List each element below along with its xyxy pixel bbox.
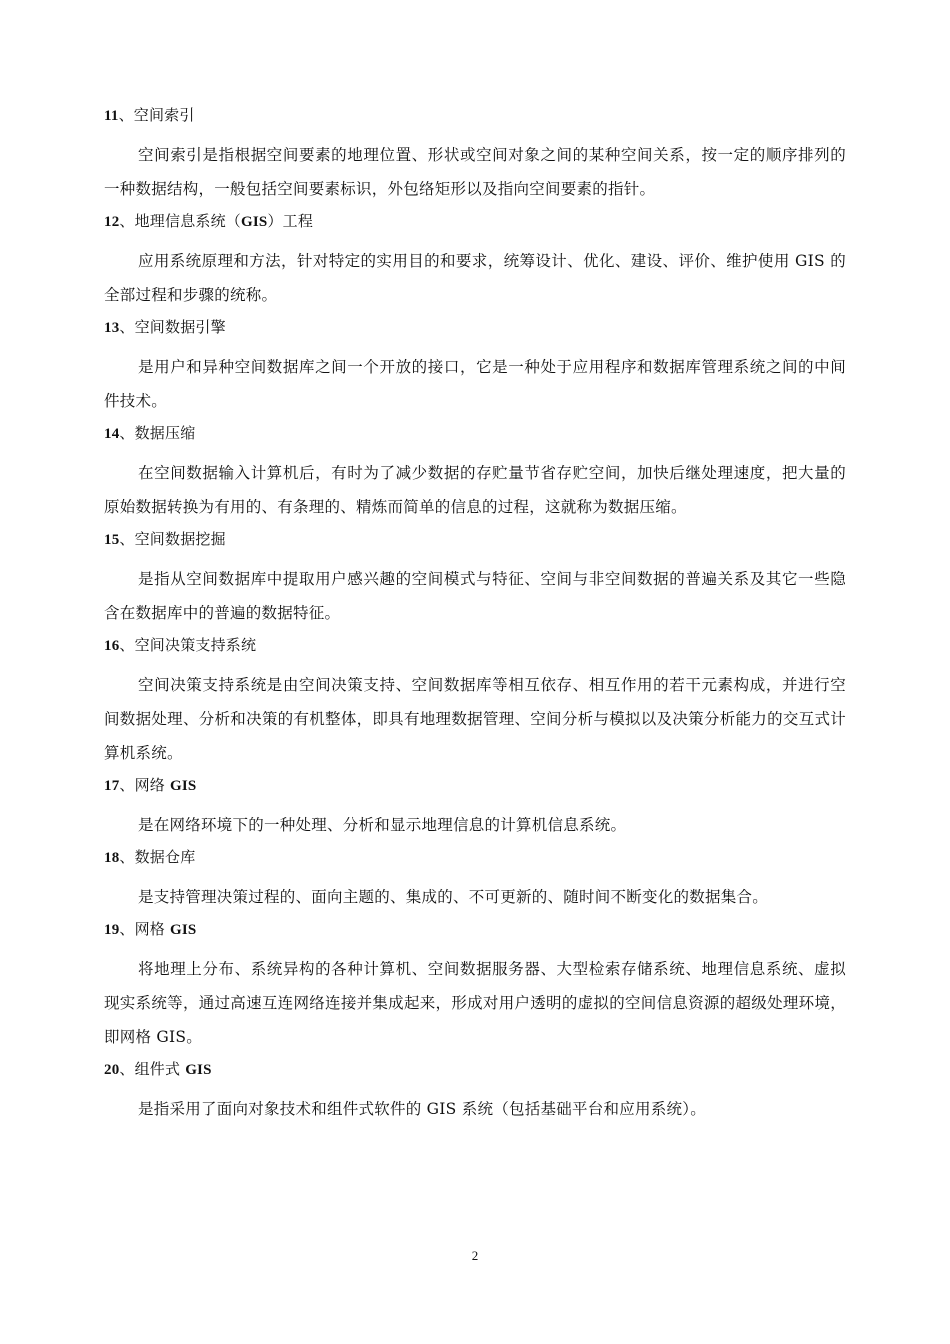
- entry-separator: 、: [119, 776, 135, 794]
- entry-definition: 是用户和异种空间数据库之间一个开放的接口，它是一种处于应用程序和数据库管理系统之间的中间件技术。: [104, 358, 846, 410]
- entry-definition: 应用系统原理和方法，针对特定的实用目的和要求，统筹设计、优化、建设、评价、维护使用 GIS 的全部过程和步骤的统称。: [104, 252, 846, 304]
- entry-title: 空间决策支持系统: [134, 636, 257, 654]
- entry-number: 16: [104, 638, 120, 654]
- entry-number: 13: [104, 320, 120, 336]
- entry-heading: [104, 100, 846, 134]
- entry-separator: 、: [119, 212, 135, 230]
- entry-title: 地理信息系统（GIS）工程: [134, 212, 314, 230]
- entry-separator: 、: [119, 920, 135, 938]
- entry-definition: 空间索引是指根据空间要素的地理位置、形状或空间对象之间的某种空间关系，按一定的顺序排列的一种数据结构，一般包括空间要素标识，外包络矩形以及指向空间要素的指针。: [104, 146, 846, 198]
- glossary-entry: [104, 524, 846, 630]
- glossary-entry: [104, 1054, 846, 1126]
- entry-separator: 、: [119, 318, 135, 336]
- glossary-entry: [104, 630, 846, 770]
- entry-heading: [104, 842, 846, 876]
- page-number: 2: [471, 1248, 479, 1263]
- entry-definition: 是指从空间数据库中提取用户感兴趣的空间模式与特征、空间与非空间数据的普遍关系及其它一些隐含在数据库中的普遍的数据特征。: [104, 570, 846, 622]
- glossary-entry: [104, 914, 846, 1054]
- entry-definition: 将地理上分布、系统异构的各种计算机、空间数据服务器、大型检索存储系统、地理信息系统、虚拟现实系统等，通过高速互连网络连接并集成起来，形成对用户透明的虚拟的空间信息资源的超级处理环境，即网格 GIS。: [104, 960, 846, 1046]
- entry-separator: 、: [119, 530, 135, 548]
- entry-heading: [104, 312, 846, 346]
- entry-title: 数据压缩: [134, 424, 196, 442]
- entry-heading: [104, 630, 846, 664]
- entry-title: 空间数据引擎: [134, 318, 226, 336]
- glossary-entries: [104, 100, 846, 1126]
- entry-number: 17: [104, 778, 120, 794]
- entry-separator: 、: [119, 636, 135, 654]
- entry-definition: 是指采用了面向对象技术和组件式软件的 GIS 系统（包括基础平台和应用系统）。: [138, 1100, 706, 1118]
- entry-separator: 、: [119, 1060, 135, 1078]
- entry-heading: [104, 524, 846, 558]
- entry-definition: 空间决策支持系统是由空间决策支持、空间数据库等相互依存、相互作用的若干元素构成，并进行空间数据处理、分析和决策的有机整体，即具有地理数据管理、空间分析与模拟以及决策分析能力的交互式计算机系统。: [104, 676, 846, 762]
- entry-number: 18: [104, 850, 120, 866]
- entry-title: 网格 GIS: [134, 920, 197, 938]
- entry-heading: [104, 206, 846, 240]
- glossary-entry: [104, 100, 846, 206]
- entry-number: 14: [104, 426, 120, 442]
- glossary-entry: [104, 842, 846, 914]
- entry-definition: 是在网络环境下的一种处理、分析和显示地理信息的计算机信息系统。: [138, 816, 627, 834]
- entry-title: 网络 GIS: [134, 776, 197, 794]
- entry-number: 19: [104, 922, 120, 938]
- entry-heading: [104, 418, 846, 452]
- entry-title: 空间索引: [133, 106, 195, 124]
- entry-title: 数据仓库: [134, 848, 196, 866]
- glossary-entry: [104, 418, 846, 524]
- entry-number: 12: [104, 214, 120, 230]
- entry-definition: 在空间数据输入计算机后，有时为了减少数据的存贮量节省存贮空间，加快后继处理速度，把大量的原始数据转换为有用的、有条理的、精炼而简单的信息的过程，这就称为数据压缩。: [104, 464, 846, 516]
- entry-heading: [104, 1054, 846, 1088]
- entry-heading: [104, 770, 846, 804]
- entry-heading: [104, 914, 846, 948]
- entry-title: 空间数据挖掘: [134, 530, 226, 548]
- entry-title: 组件式 GIS: [134, 1060, 212, 1078]
- entry-number: 11: [104, 108, 119, 124]
- entry-separator: 、: [119, 848, 135, 866]
- entry-separator: 、: [118, 106, 134, 124]
- entry-definition: 是支持管理决策过程的、面向主题的、集成的、不可更新的、随时间不断变化的数据集合。: [138, 888, 769, 906]
- glossary-entry: [104, 312, 846, 418]
- glossary-entry: [104, 206, 846, 312]
- entry-number: 20: [104, 1062, 120, 1078]
- glossary-entry: [104, 770, 846, 842]
- entry-number: 15: [104, 532, 120, 548]
- entry-separator: 、: [119, 424, 135, 442]
